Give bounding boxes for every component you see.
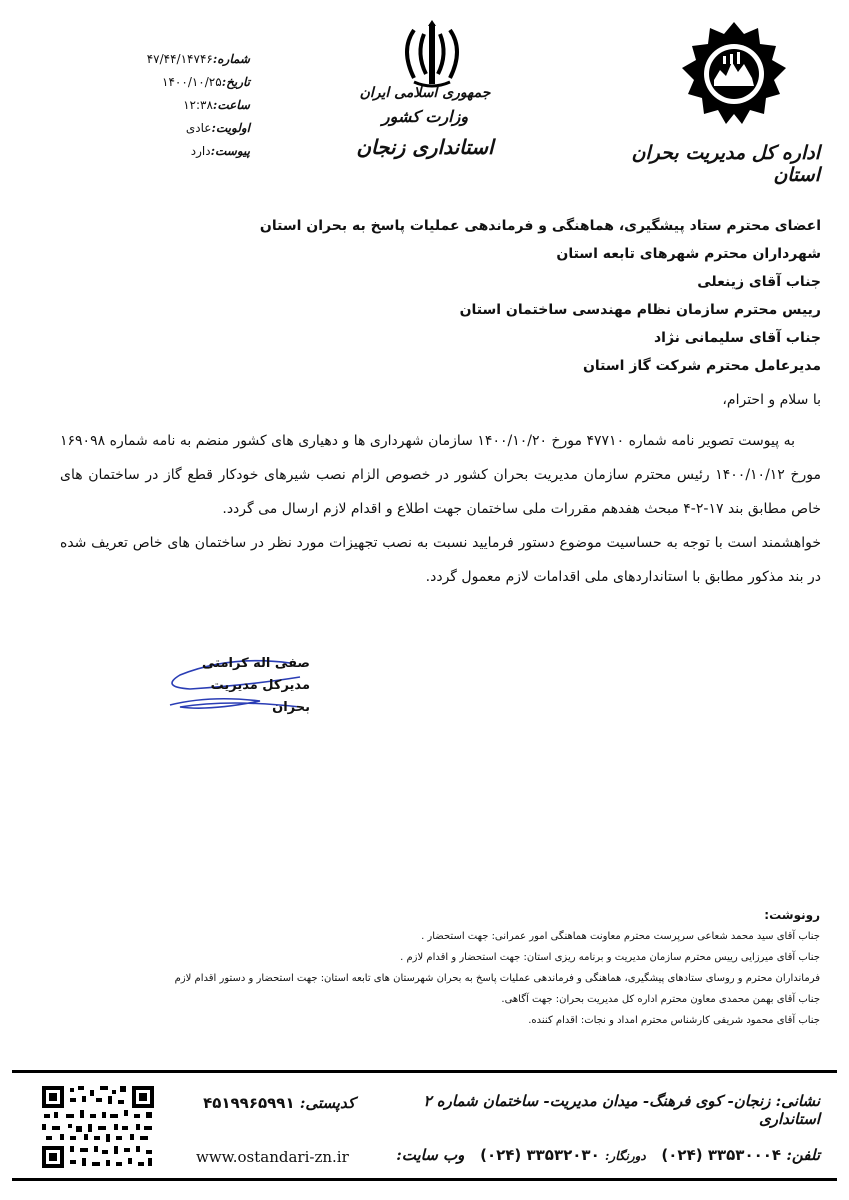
footer-divider [12,1070,837,1073]
meta-number: شماره:۴۷/۴۴/۱۴۷۴۶ [146,52,250,66]
footer-bottom-divider [12,1178,837,1181]
crisis-management-logo-icon [680,20,788,128]
recipient-line: شهرداران محترم شهرهای تابعه استان [556,246,821,262]
signature-block [170,653,310,719]
letter-body [60,424,821,594]
qr-code-icon [40,1084,156,1170]
recipient-line: رییس محترم سازمان نظام مهندسی ساختمان استان [459,302,821,318]
government-header [340,82,510,164]
cc-title: رونوشت: [764,908,820,922]
recipient-line: اعضای محترم ستاد پیشگیری، هماهنگی و فرماندهی عملیات پاسخ به بحران استان [259,218,821,234]
body-paragraph: خواهشمند است با توجه به حساسیت موضوع دستور فرمایید نسبت به نصب تجهیزات مورد نظر در ساختمان های خاص تعریف شده در بند مذکور مطابق با استانداردهای ملی اقدامات لازم معمول گردد. [60,535,821,585]
recipient-line: جناب آقای سلیمانی نژاد [653,330,821,346]
greeting: با سلام و احترام، [722,392,821,408]
cc-item: جناب آقای بهمن محمدی معاون محترم اداره کل مدیریت بحران: جهت آگاهی. [501,994,820,1005]
letter-meta [100,48,250,163]
recipients-block [61,212,821,380]
ministry-name: وزارت کشور [381,107,469,126]
body-paragraph: به پیوست تصویر نامه شماره ۴۷۷۱۰ مورخ ۱۴۰۰/۱۰/۲۰ سازمان شهرداری ها و دهیاری های کشور منضم به نامه شماره ۱۶۹۰۹۸ مورخ ۱۴۰۰/۱۰/۱۲ رئیس محترم سازمان مدیریت بحران کشور در خصوص الزام نصب شیرهای خودکار قطع گاز در ساختمان های خاص مطابق بند ۱۷-۲-۴ مبحث هفدهم مقررات ملی ساختمان جهت اطلاع و اقدام لازم ارسال می گردد. [60,433,821,517]
cc-item: جناب آقای میرزایی رییس محترم سازمان مدیریت و برنامه ریزی استان: جهت استحضار و اقدام لازم . [400,952,820,963]
cc-block [60,905,820,1031]
signer-name: صفی اله کرامتی [202,656,310,671]
meta-time: ساعت:۱۲:۳۸ [183,98,250,112]
signer-title: مدیرکل مدیریت بحران [210,678,310,715]
cc-item: فرمانداران محترم و روسای ستادهای پیشگیری، هماهنگی و فرماندهی عملیات پاسخ به بحران شهرستان های تابعه استان: جهت استحضار و دستور اقدام لازم [174,973,820,984]
cc-item: جناب آقای سید محمد شعاعی سرپرست محترم معاونت هماهنگی امور عمرانی: جهت استحضار . [421,931,820,942]
footer-address: نشانی: زنجان- کوی فرهنگ- میدان مدیریت- ساختمان شماره ۲ استانداری [423,1092,820,1128]
recipient-line: مدیرعامل محترم شرکت گاز استان [582,358,821,374]
country-name: جمهوری اسلامی ایران [359,85,491,101]
footer-website-link[interactable]: www.ostandari-zn.ir [196,1148,349,1166]
organization-name: اداره کل مدیریت بحران استان [631,142,820,186]
meta-date: تاریخ:۱۴۰۰/۱۰/۲۵ [162,75,250,89]
governorate-name: استانداری زنجان [356,135,494,159]
meta-priority: اولویت:عادی [185,121,250,135]
recipient-line: جناب آقای زینعلی [697,274,821,290]
footer-postal-code: کدپستی: ۴۵۱۹۹۶۵۹۹۱ [203,1094,355,1112]
footer-phone: ۳۳۵۳۰۰۰۴ (۰۲۴) [661,1146,782,1164]
meta-attachment: پیوست:دارد [190,144,250,158]
footer-contact: تلفن: ۳۳۵۳۰۰۰۴ (۰۲۴) دورنگار: ۳۳۵۳۲۰۳۰ (۰۲۴) وب سایت: [396,1146,820,1164]
footer-fax: ۳۳۵۳۲۰۳۰ (۰۲۴) [480,1146,600,1164]
cc-item: جناب آقای محمود شریفی کارشناس محترم امداد و نجات: اقدام کننده. [528,1015,820,1026]
